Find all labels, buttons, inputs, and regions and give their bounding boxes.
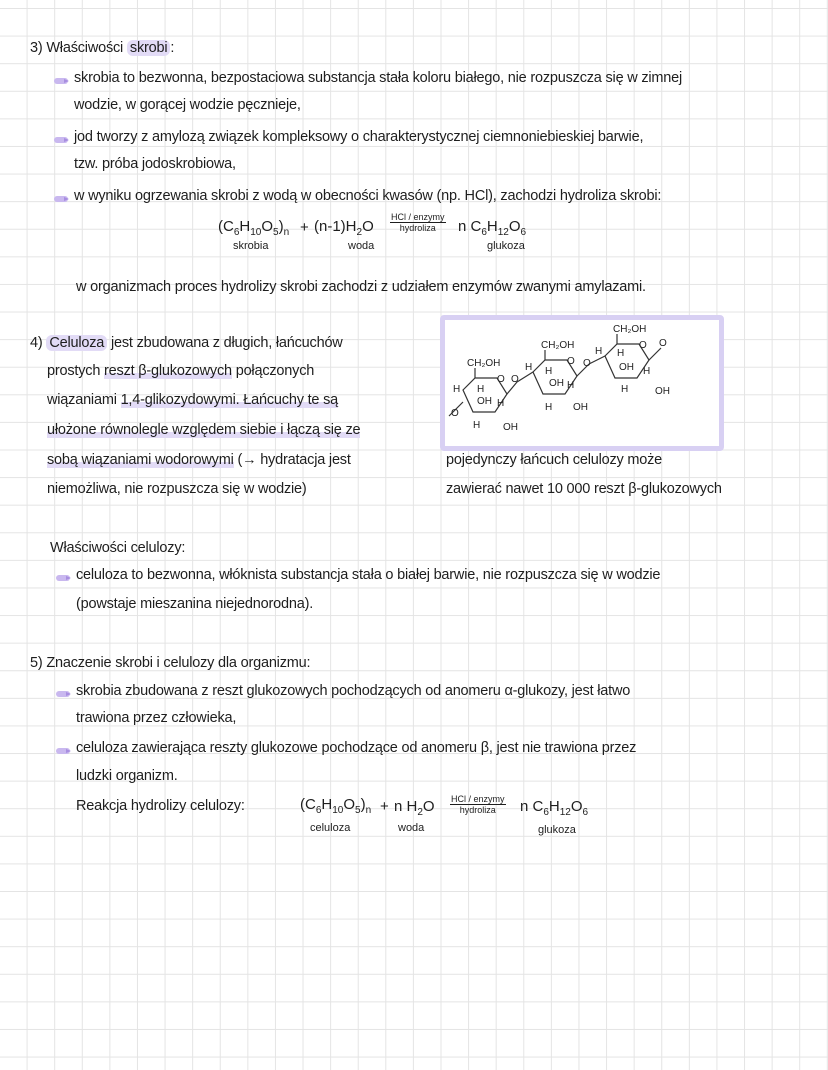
amylase-note: w organizmach proces hydrolizy skrobi zachodzi z udziałem enzymów zwanymi amylazami. [76, 279, 646, 295]
line-text: niemożliwa, nie rozpuszcza się w wodzie) [47, 481, 307, 497]
highlighted-phrase: sobą wiązaniami wodorowymi [47, 452, 234, 468]
condition-top: HCl / enzymy [391, 212, 445, 222]
condition-bottom: hydroliza [399, 223, 436, 233]
bullet-text: ludzki organizm. [76, 768, 178, 784]
cellulose-properties-title: Właściwości celulozy: [50, 540, 186, 556]
title-highlight: skrobi [127, 40, 170, 56]
section5-title: 5) Znaczenie skrobi i celulozy dla organizmu: [30, 655, 311, 671]
formula-subscript: 6 [582, 807, 589, 818]
label-oh: OH [503, 422, 518, 433]
label-h: H [643, 366, 651, 377]
formula-subscript: 2 [417, 807, 423, 818]
formula-subscript: 6 [520, 227, 527, 238]
bullet-text: tzw. próba jodoskrobiowa, [74, 156, 236, 172]
highlighted-phrase: ułożone równolegle względem siebie i łączą się ze [47, 422, 361, 438]
text-line [47, 422, 360, 438]
label-h: H [545, 366, 553, 377]
text-line [47, 481, 307, 497]
bullet-text: w wyniku ogrzewania skrobi z wodą w obecności kwasów (np. HCl), zachodzi hydroliza skrobi: [74, 188, 662, 204]
bullet-text: celuloza zawierająca reszty glukozowe pochodzące od anomeru β, jest nie trawiona przez [76, 740, 637, 756]
formula-glucose [520, 798, 588, 818]
label-oh: OH [477, 396, 492, 407]
formula-text: O [362, 218, 374, 235]
formula-subscript: 5 [273, 227, 279, 238]
reaction-condition [390, 212, 446, 233]
cellulose-chain-svg [445, 320, 719, 446]
label-oh: OH [573, 402, 588, 413]
formula-water [314, 218, 374, 238]
label-cellulose: celuloza [310, 822, 351, 834]
formula-text: ) [278, 218, 284, 235]
formula-subscript: 2 [356, 227, 363, 238]
highlighted-phrase: reszt β-glukozowych [104, 363, 232, 379]
bullet-text: (powstaje mieszanina niejednorodna). [76, 596, 314, 612]
formula-subscript: 5 [355, 805, 361, 816]
reaction-condition [450, 794, 506, 815]
formula-text: n C [458, 218, 482, 235]
text-line [47, 392, 338, 408]
plus-sign: + [300, 219, 309, 236]
formula-subscript: 12 [497, 227, 509, 238]
label-o: O [639, 340, 647, 351]
formula-glucose [458, 218, 526, 238]
formula-text: H [239, 218, 251, 235]
formula-cellulose [300, 796, 371, 816]
diagram-caption: pojedynczy łańcuch celulozy może [446, 452, 663, 468]
plus-sign: + [380, 798, 389, 815]
formula-subscript: 10 [332, 805, 344, 816]
formula-subscript: 6 [543, 807, 549, 818]
line-text: jest zbudowana z długich, łańcuchów [107, 335, 343, 351]
title-text: 3) Właściwości [30, 40, 124, 56]
formula-text: H [321, 796, 333, 813]
label-h: H [621, 384, 629, 395]
label-glucose: glukoza [538, 824, 576, 836]
formula-text: H [548, 798, 560, 815]
label-o: O [659, 338, 667, 349]
line-text: wiązaniami [47, 392, 121, 408]
label-h: H [497, 398, 505, 409]
diagram-caption: zawierać nawet 10 000 reszt β-glukozowych [446, 481, 722, 497]
formula-subscript: 6 [481, 227, 487, 238]
arrow-bullet-icon [56, 575, 70, 581]
label-o: O [497, 374, 505, 385]
text-line [47, 363, 314, 379]
line-text: (→ hydratacja jest [233, 452, 351, 468]
label-h: H [617, 348, 625, 359]
arrow-bullet-icon [56, 691, 70, 697]
formula-text: n H [394, 798, 418, 815]
formula-text: (n-1)H [314, 218, 357, 235]
label-o: O [451, 408, 459, 419]
highlighted-term: Celuloza [46, 335, 107, 351]
label-h: H [525, 362, 533, 373]
formula-text: O [422, 798, 435, 815]
formula-text: ) [360, 796, 366, 813]
label-h: H [567, 380, 575, 391]
bullet-text: skrobia zbudowana z reszt glukozowych pochodzących od anomeru α-glukozy, jest łatwo [76, 683, 631, 699]
label-ch2oh: CH₂OH [613, 324, 647, 335]
formula-subscript: 6 [233, 227, 240, 238]
label-o: O [511, 374, 519, 385]
label-ch2oh: CH₂OH [467, 358, 501, 369]
label-o: O [583, 358, 591, 369]
formula-water [394, 798, 435, 818]
condition-top: HCl / enzymy [451, 794, 505, 804]
text-line [47, 452, 351, 468]
formula-subscript: 10 [250, 227, 262, 238]
title-colon: : [170, 40, 175, 56]
section3-title [30, 40, 174, 56]
bullet-text: celuloza to bezwonna, włóknista substancja stała o białej barwie, nie rozpuszcza się w wodzie [76, 567, 661, 583]
label-water: woda [398, 822, 425, 834]
formula-text: O [261, 218, 274, 235]
formula-text: O [343, 796, 356, 813]
label-h: H [473, 420, 481, 431]
formula-subscript: n [283, 227, 290, 238]
arrow-bullet-icon [54, 78, 68, 84]
condition-bottom: hydroliza [459, 805, 496, 815]
label-starch: skrobia [233, 240, 269, 252]
label-oh: OH [655, 386, 670, 397]
text-line [30, 335, 343, 351]
formula-text: O [508, 218, 521, 235]
formula-subscript: n [365, 805, 372, 816]
reaction-label: Reakcja hydrolizy celulozy: [76, 798, 245, 814]
label-ch2oh: CH₂OH [541, 340, 575, 351]
formula-text: (C [300, 796, 316, 813]
label-h: H [453, 384, 461, 395]
label-glucose: glukoza [487, 240, 525, 252]
formula-text: O [570, 798, 583, 815]
arrow-bullet-icon [54, 196, 68, 202]
label-water: woda [348, 240, 375, 252]
label-oh: OH [619, 362, 634, 373]
label-h: H [545, 402, 553, 413]
bullet-text: trawiona przez człowieka, [76, 710, 237, 726]
bullet-text: wodzie, w gorącej wodzie pęcznieje, [74, 97, 301, 113]
formula-starch [218, 218, 289, 238]
label-o: O [567, 356, 575, 367]
cellulose-structure-diagram [440, 315, 724, 451]
label-oh: OH [549, 378, 564, 389]
line-text: 4) [30, 335, 47, 351]
arrow-bullet-icon [54, 137, 68, 143]
line-text: prostych [47, 363, 105, 379]
formula-subscript: 12 [559, 807, 571, 818]
line-text: połączonych [231, 363, 315, 379]
highlighted-phrase: 1,4-glikozydowymi. Łańcuchy te są [120, 392, 339, 408]
formula-subscript: 6 [315, 805, 322, 816]
label-h: H [477, 384, 485, 395]
formula-text: (C [218, 218, 234, 235]
arrow-bullet-icon [56, 748, 70, 754]
bullet-text: skrobia to bezwonna, bezpostaciowa substancja stała koloru białego, nie rozpuszcza się w zimnej [74, 70, 683, 86]
bullet-text: jod tworzy z amylozą związek kompleksowy o charakterystycznej ciemnoniebieskiej barwie, [74, 129, 644, 145]
formula-text: H [486, 218, 498, 235]
formula-text: n C [520, 798, 544, 815]
label-h: H [595, 346, 603, 357]
